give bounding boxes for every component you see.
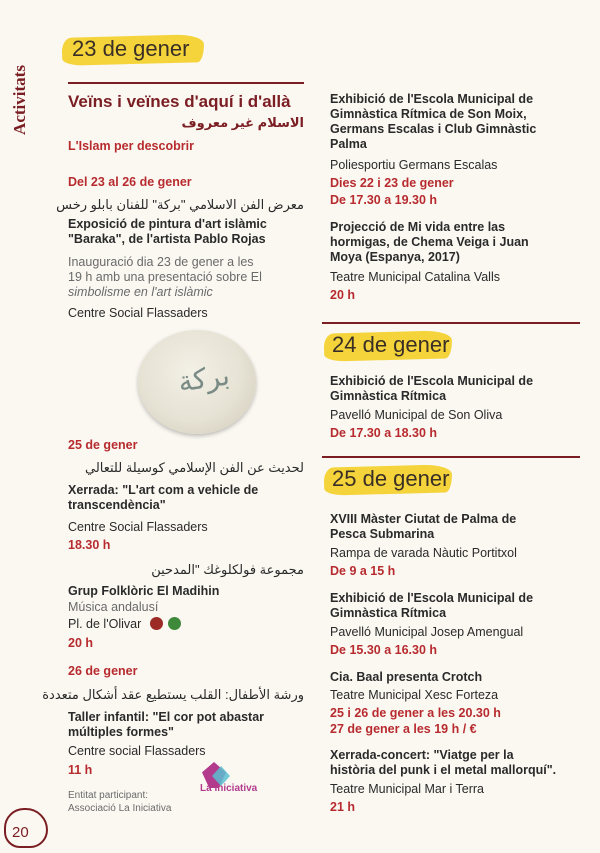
event-time: De 17.30 a 19.30 h — [330, 193, 438, 207]
arabic-text: لحديث عن الفن الإسلامي كوسيلة للتعالي — [84, 460, 304, 475]
date-heading-23: 23 de gener — [62, 30, 212, 70]
event-desc-line: "Baraka", de l'artista Pablo Rojas — [68, 232, 266, 246]
event-subtitle: Música andalusí — [68, 600, 159, 614]
event-desc-line: Exhibició de l'Escola Municipal de — [330, 591, 534, 605]
event-desc-line: Xerrada: "L'art com a vehicle de — [68, 483, 259, 497]
event-desc-line: Exposició de pintura d'art islàmic — [68, 217, 267, 231]
event-place: Rampa de varada Nàutic Portitxol — [330, 546, 517, 560]
event-desc-line: història del punk i el metal mallorquí". — [330, 763, 557, 777]
event-title: Cia. Baal presenta Crotch — [330, 670, 483, 684]
event-desc-line: Exhibició de l'Escola Municipal de — [330, 92, 534, 106]
event-desc-line: Palma — [330, 137, 367, 151]
event-title: Veïns i veïnes d'aquí i d'allà — [68, 92, 291, 111]
music-icon — [150, 617, 163, 630]
event-time: De 15.30 a 16.30 h — [330, 643, 438, 657]
event-date: 26 de gener — [68, 664, 138, 678]
event-place: Teatre Municipal Xesc Forteza — [330, 688, 499, 702]
event-desc-line: Moya (Espanya, 2017) — [330, 250, 460, 264]
event-date: 25 de gener — [68, 438, 138, 452]
event-desc-line: Gimnàstica Rítmica — [330, 389, 447, 403]
event-place: Poliesportiu Germans Escalas — [330, 158, 498, 172]
page-number: 20 — [4, 808, 48, 848]
event-desc-line: Exhibició de l'Escola Municipal de — [330, 374, 534, 388]
event-date: 25 i 26 de gener a les 20.30 h — [330, 706, 501, 720]
event-date: Del 23 al 26 de gener — [68, 175, 192, 189]
event-time: De 17.30 a 18.30 h — [330, 426, 438, 440]
divider — [322, 322, 580, 324]
event-desc-line: Xerrada-concert: "Viatge per la — [330, 748, 514, 762]
event-desc-line: Projecció de Mi vida entre las — [330, 220, 506, 234]
event-date: 27 de gener a les 19 h / € — [330, 722, 477, 736]
event-desc-line: múltiples formes" — [68, 725, 174, 739]
event-place: Pavelló Municipal Josep Amengual — [330, 625, 524, 639]
event-time: 20 h — [68, 636, 94, 650]
event-desc-line: Taller infantil: "El cor pot abastar — [68, 710, 265, 724]
event-time: 11 h — [68, 763, 93, 777]
entitat-name: Associació La Iniciativa — [68, 803, 172, 814]
la-iniciativa-logo: La Iniciativa — [190, 762, 280, 796]
event-desc-line: XVIII Màster Ciutat de Palma de — [330, 512, 517, 526]
event-desc-line: transcendència" — [68, 498, 166, 512]
event-place: Centre Social Flassaders — [68, 306, 208, 320]
ceramic-plate-image: بركة — [138, 330, 256, 434]
event-place: Pavelló Municipal de Son Oliva — [330, 408, 503, 422]
entitat-label: Entitat participant: — [68, 790, 149, 801]
event-place: Centre social Flassaders — [68, 744, 206, 758]
event-time: 21 h — [330, 800, 356, 814]
event-title: Grup Folklòric El Madihin — [68, 584, 220, 598]
event-desc-line: Gimnàstica Rítmica — [330, 606, 447, 620]
event-time: 20 h — [330, 288, 356, 302]
arabic-text: ورشة الأطفال: القلب يستطيع عقد أشكال متعددة — [42, 687, 304, 702]
event-desc-line: hormigas, de Chema Veiga i Juan — [330, 235, 529, 249]
arabic-title: الاسلام غير معروف — [181, 115, 304, 130]
arabic-text: مجموعة فولكلوغك "المدحين — [151, 562, 304, 577]
event-place: Teatre Municipal Mar i Terra — [330, 782, 484, 796]
event-desc-line: Pesca Submarina — [330, 527, 435, 541]
event-time: De 9 a 15 h — [330, 564, 396, 578]
event-info-line: 19 h amb una presentació sobre El — [68, 270, 262, 284]
event-desc-line: Germans Escalas i Club Gimnàstic — [330, 122, 537, 136]
event-place: Centre Social Flassaders — [68, 520, 208, 534]
date-heading-25: 25 de gener — [324, 460, 474, 500]
event-subtitle: L'Islam per descobrir — [68, 139, 194, 153]
event-desc-line: Gimnàstica Rítmica de Son Moix, — [330, 107, 527, 121]
divider — [322, 456, 580, 458]
event-place: Pl. de l'Olivar — [68, 617, 142, 631]
event-place: Teatre Municipal Catalina Valls — [330, 270, 500, 284]
event-time: 18.30 h — [68, 538, 111, 552]
divider — [68, 82, 304, 84]
section-label: Activitats — [10, 65, 29, 135]
event-info-line: simbolisme en l'art islàmic — [68, 285, 213, 299]
accessibility-icon — [168, 617, 181, 630]
date-heading-24: 24 de gener — [324, 326, 474, 366]
event-info-line: Inauguració dia 23 de gener a les — [68, 255, 254, 269]
arabic-text: معرض الفن الاسلامي "بركة" للفنان بابلو رخس — [56, 197, 304, 212]
event-date: Dies 22 i 23 de gener — [330, 176, 454, 190]
